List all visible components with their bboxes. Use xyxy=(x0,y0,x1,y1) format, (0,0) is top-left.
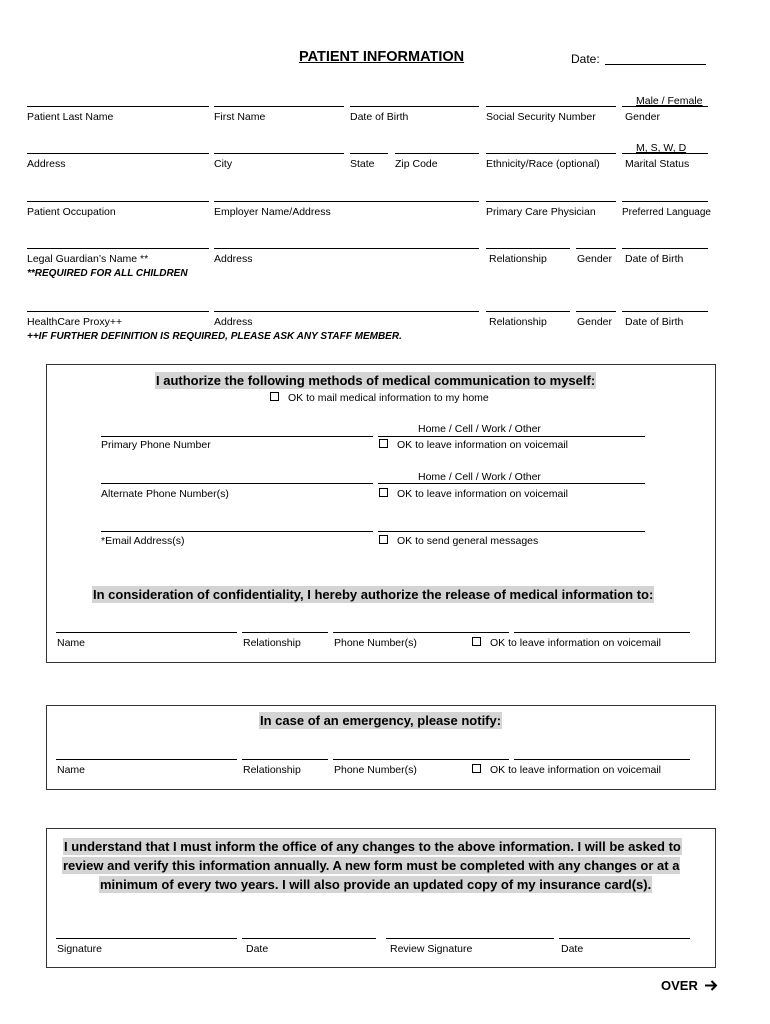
date-field[interactable] xyxy=(605,64,706,65)
city-label: City xyxy=(214,158,233,170)
proxy-address-label: Address xyxy=(214,316,253,328)
acknowledgement-line-1: I understand that I must inform the office of any changes to the above information. I will be asked to xyxy=(64,839,681,854)
address-field[interactable] xyxy=(27,153,209,154)
alternate-phone-label: Alternate Phone Number(s) xyxy=(101,488,229,500)
general-messages-checkbox[interactable] xyxy=(379,535,388,544)
proxy-address-field[interactable] xyxy=(214,311,479,312)
state-label: State xyxy=(350,158,375,170)
ethnicity-label: Ethnicity/Race (optional) xyxy=(486,158,600,170)
voicemail-label-1: OK to leave information on voicemail xyxy=(397,439,568,451)
release-heading: In consideration of confidentiality, I hereby authorize the release of medical information to: xyxy=(93,587,654,602)
review-signature-field[interactable] xyxy=(386,938,554,939)
voicemail-label-2: OK to leave information on voicemail xyxy=(397,488,568,500)
proxy-note: ++IF FURTHER DEFINITION IS REQUIRED, PLEASE ASK ANY STAFF MEMBER. xyxy=(27,331,402,342)
primary-phone-label: Primary Phone Number xyxy=(101,439,211,451)
voicemail-checkbox-2[interactable] xyxy=(379,488,388,497)
emergency-phone-field[interactable] xyxy=(333,759,509,760)
phone-type-2-line[interactable] xyxy=(378,483,645,484)
proxy-gender-label: Gender xyxy=(577,316,613,328)
date-sign-field[interactable] xyxy=(242,938,376,939)
email-label: *Email Address(s) xyxy=(101,535,185,547)
zip-label: Zip Code xyxy=(395,158,438,170)
first-name-label: First Name xyxy=(214,111,266,123)
guardian-field[interactable] xyxy=(27,248,209,249)
city-field[interactable] xyxy=(214,153,344,154)
employer-label: Employer Name/Address xyxy=(214,206,331,218)
guardian-label: Legal Guardian’s Name ** xyxy=(27,253,149,265)
ethnicity-field[interactable] xyxy=(486,153,616,154)
children-note: **REQUIRED FOR ALL CHILDREN xyxy=(27,268,188,279)
guardian-address-field[interactable] xyxy=(214,248,479,249)
general-messages-label: OK to send general messages xyxy=(397,535,539,547)
acknowledgement-line-3: minimum of every two years. I will also provide an updated copy of my insurance card(s). xyxy=(100,877,652,892)
release-voicemail-option[interactable] xyxy=(472,637,661,650)
proxy-gender-field[interactable] xyxy=(576,311,616,312)
phone-type-1-line[interactable] xyxy=(378,436,645,437)
phone-type-1: Home / Cell / Work / Other xyxy=(418,423,541,435)
release-relationship-label: Relationship xyxy=(243,637,301,649)
first-name-field[interactable] xyxy=(214,106,344,107)
emergency-voicemail-option[interactable] xyxy=(472,764,661,777)
language-field[interactable] xyxy=(622,201,708,202)
acknowledgement-line-2: review and verify this information annually. A new form must be completed with any changes or at a xyxy=(63,858,680,873)
release-phone-field[interactable] xyxy=(333,632,509,633)
proxy-label: HealthCare Proxy++ xyxy=(27,316,123,328)
emergency-voicemail-checkbox[interactable] xyxy=(472,764,481,773)
general-messages-option[interactable] xyxy=(379,535,538,548)
address-label: Address xyxy=(27,158,66,170)
mail-option[interactable] xyxy=(270,392,489,405)
review-signature-label: Review Signature xyxy=(390,943,473,955)
proxy-field[interactable] xyxy=(27,311,209,312)
communication-heading: I authorize the following methods of medical communication to myself: xyxy=(156,373,596,388)
communication-section xyxy=(46,364,716,663)
voicemail-option-1[interactable] xyxy=(379,439,568,452)
last-name-field[interactable] xyxy=(27,106,209,107)
pcp-field[interactable] xyxy=(486,201,616,202)
gender-options: Male / Female xyxy=(636,95,703,107)
signature-label: Signature xyxy=(57,943,102,955)
occupation-field[interactable] xyxy=(27,201,209,202)
proxy-dob-field[interactable] xyxy=(622,311,708,312)
release-voicemail-line[interactable] xyxy=(514,632,690,633)
pcp-label: Primary Care Physician xyxy=(486,206,596,218)
release-voicemail-checkbox[interactable] xyxy=(472,637,481,646)
employer-field[interactable] xyxy=(214,201,479,202)
marital-label: Marital Status xyxy=(625,158,690,170)
over-label: OVER xyxy=(661,978,698,993)
voicemail-checkbox-1[interactable] xyxy=(379,439,388,448)
release-name-field[interactable] xyxy=(56,632,237,633)
primary-phone-field[interactable] xyxy=(101,436,373,437)
dob-field[interactable] xyxy=(350,106,479,107)
emergency-name-field[interactable] xyxy=(56,759,237,760)
emergency-relationship-field[interactable] xyxy=(242,759,328,760)
release-voicemail-label: OK to leave information on voicemail xyxy=(490,637,661,649)
emergency-heading: In case of an emergency, please notify: xyxy=(260,713,502,728)
review-date-field[interactable] xyxy=(559,938,690,939)
proxy-relationship-field[interactable] xyxy=(486,311,570,312)
proxy-dob-label: Date of Birth xyxy=(625,316,684,328)
gender-label: Gender xyxy=(625,111,661,123)
emergency-phone-label: Phone Number(s) xyxy=(334,764,417,776)
email-field[interactable] xyxy=(101,531,373,532)
ssn-field[interactable] xyxy=(486,106,616,107)
date-label: Date: xyxy=(571,52,600,66)
right-arrow-icon xyxy=(705,979,718,994)
alternate-phone-field[interactable] xyxy=(101,483,373,484)
email-right-line[interactable] xyxy=(378,531,645,532)
proxy-relationship-label: Relationship xyxy=(489,316,547,328)
guardian-dob-field[interactable] xyxy=(622,248,708,249)
review-date-label: Date xyxy=(561,943,584,955)
guardian-gender-label: Gender xyxy=(577,253,613,265)
signature-field[interactable] xyxy=(56,938,237,939)
page-title: PATIENT INFORMATION xyxy=(299,49,465,65)
mail-option-label: OK to mail medical information to my home xyxy=(288,392,489,404)
guardian-gender-field[interactable] xyxy=(576,248,616,249)
phone-type-2: Home / Cell / Work / Other xyxy=(418,471,541,483)
mail-checkbox[interactable] xyxy=(270,392,279,401)
release-phone-label: Phone Number(s) xyxy=(334,637,417,649)
guardian-dob-label: Date of Birth xyxy=(625,253,684,265)
language-label: Preferred Language xyxy=(622,207,711,218)
guardian-relationship-label: Relationship xyxy=(489,253,547,265)
emergency-voicemail-label: OK to leave information on voicemail xyxy=(490,764,661,776)
emergency-voicemail-line[interactable] xyxy=(514,759,690,760)
occupation-label: Patient Occupation xyxy=(27,206,116,218)
emergency-name-label: Name xyxy=(57,764,86,776)
voicemail-option-2[interactable] xyxy=(379,488,568,501)
over-indicator xyxy=(661,978,718,994)
guardian-address-label: Address xyxy=(214,253,253,265)
dob-label: Date of Birth xyxy=(350,111,409,123)
ssn-label: Social Security Number xyxy=(486,111,596,123)
last-name-label: Patient Last Name xyxy=(27,111,114,123)
date-sign-label: Date xyxy=(246,943,269,955)
emergency-relationship-label: Relationship xyxy=(243,764,301,776)
release-relationship-field[interactable] xyxy=(242,632,328,633)
zip-field[interactable] xyxy=(395,153,479,154)
release-name-label: Name xyxy=(57,637,86,649)
state-field[interactable] xyxy=(350,153,388,154)
guardian-relationship-field[interactable] xyxy=(486,248,570,249)
marital-options: M, S, W, D xyxy=(636,142,687,154)
